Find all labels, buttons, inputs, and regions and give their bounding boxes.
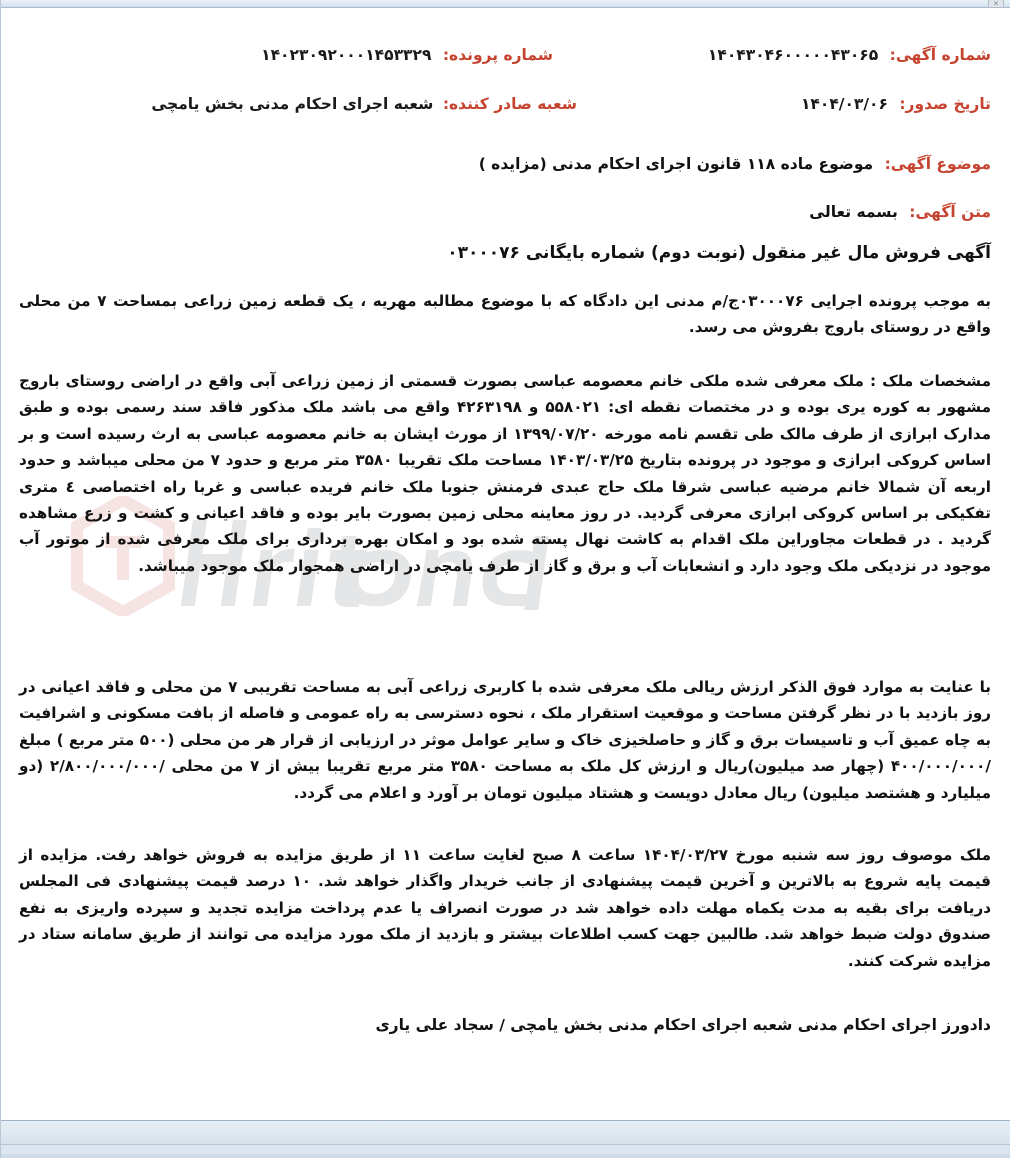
- notice-number-value: ۱۴۰۴۳۰۴۶۰۰۰۰۰۴۳۰۶۵: [707, 46, 879, 64]
- notice-number: [708, 46, 991, 64]
- paragraph-auction-terms: ملک موصوف روز سه شنبه مورخ ۱۴۰۴/۰۳/۲۷ ساعت ۸ صبح لغایت ساعت ۱۱ از طریق مزایده به فروش خواهد رفت. مزایده از قیمت پایه شروع به بالاترین و آخرین قیمت پیشنهادی از جانب خریدار واگذار خواهد شد. ۱۰ درصد قیمت پیشنهادی فی المجلس دریافت برای بقیه به مدت یکماه مهلت داده خواهد شد در صورت انصراف یا عدم پرداخت مزایده تجدید و سپرده واریزی به نفع صندوق دولت ضبط خواهد شد. طالبین جهت کسب اطلاعات بیشتر و بازدید از ملک مورد مزایده می توانند از طریق سامانه ستاد در مزایده شرکت کنند.: [19, 846, 992, 970]
- issue-date-value: ۱۴۰۴/۰۳/۰۶: [800, 95, 888, 113]
- subject-label: موضوع آگهی:: [884, 155, 991, 173]
- notice-text-intro: [809, 203, 991, 221]
- file-number-label: شماره پرونده:: [442, 46, 553, 64]
- issuer-value: شعبه اجرای احکام مدنی بخش یامچی: [151, 95, 434, 113]
- window-bottom-bar: [1, 1120, 1010, 1158]
- notice-number-label: شماره آگهی:: [889, 46, 991, 64]
- horizontal-scrollbar[interactable]: [1, 1144, 1010, 1154]
- notice-title: آگهی فروش مال غیر منقول (نوبت دوم) شماره بایگانی ۰۳۰۰۰۷۶: [447, 243, 991, 263]
- text-label: متن آگهی:: [909, 203, 991, 221]
- signature: دادورز اجرای احکام مدنی شعبه اجرای احکام مدنی بخش یامچی / سجاد علی یاری: [375, 1016, 991, 1034]
- issuer-label: شعبه صادر کننده:: [442, 95, 577, 113]
- paragraph-property-specs: مشخصات ملک : ملک معرفی شده ملکی خانم معصومه عباسی بصورت قسمتی از زمین زراعی آبی واقع در اراضی روستای باروج مشهور به کوره یری بوده و در مختصات نقطه ای: ۵۵۸۰۲۱ و ۴۲۶۳۱۹۸ واقع می باشد ملک مذکور فاقد سند رسمی بوده و طبق مدارک ابرازی از طرف مالک طی تقسم نامه مورخه ۱۳۹۹/۰۷/۲۰ از مورث ایشان به خانم معصومه عباسی به ارث رسیده است و بر اساس کروکی ابرازی و موجود در پرونده بتاریخ ۱۴۰۳/۰۳/۲۵ مساحت ملک تقریبا ۳۵۸۰ متر مربع و حدود ۷ من محلی میباشد و حدود اربعه آن شمالا خانم مرضیه عباسی شرقا ملک حاج عبدی فرمنش جنوبا ملک خانم فریده عباسی و غربا راه اختصاصی ٤ متری تفکیکی بر اساس کروکی ابرازی معرفی گردید. در روز معاینه محلی زمین بصورت بایر بوده و فاقد اعیانی و کشت و زرع مشاهده گردید . در قطعات مجاوراین ملک اقدام به کاشت نهال پسته شده بود و امکان بهره برداری برای ملک معرفی شده از موتور آب موجود در نزدیکی ملک وجود دارد و انشعابات آب و برق و گاز از طرف یامچی در اراضی همجوار ملک موجود میباشد.: [19, 372, 992, 575]
- subject-value: موضوع ماده ۱۱۸ قانون اجرای احکام مدنی (مزایده ): [478, 155, 874, 173]
- issue-date: [801, 95, 991, 113]
- paragraph-intro: به موجب پرونده اجرایی ۰۳۰۰۰۷۶ج/م مدنی این دادگاه که با موضوع مطالبه مهریه ، یک قطعه زمین زراعی بمساحت ۷ من محلی واقع در روستای باروج بفروش می رسد.: [19, 292, 992, 337]
- text-intro-value: بسمه تعالی: [809, 203, 898, 221]
- notice-subject: [479, 155, 991, 173]
- notice-document: [1, 0, 1010, 1120]
- issuer: [151, 95, 577, 113]
- close-icon[interactable]: ✕: [988, 0, 1004, 8]
- issue-date-label: تاریخ صدور:: [899, 95, 991, 113]
- file-number: [261, 46, 553, 64]
- paragraph-valuation: با عنایت به موارد فوق الذکر ارزش ریالی ملک معرفی شده با کاربری زراعی آبی به مساحت تقریبی ۷ من محلی و فاقد اعیانی در روز بازدید با در نظر گرفتن مساحت و موقعیت استقرار ملک ، نحوه دسترسی به راه عمومی و فاصله از بافت مسکونی و اشرافیت به چاه عمیق آب و تاسیسات برق و گاز و حاصلخیزی خاک و سایر عوامل موثر در ارزیابی از قرار هر من محلی (۵۰۰ متر مربع ) مبلغ /۴۰۰/۰۰۰/۰۰۰ (چهار صد میلیون)ریال و ارزش کل ملک به مساحت ۳۵۸۰ متر مربع تقریبا بیش از ۷ من محلی /۲/۸۰۰/۰۰۰/۰۰۰ (دو میلیارد و هشتصد میلیون) ریال معادل دویست و هشتاد میلیون تومان بر آورد و اعلام می گردد.: [19, 678, 992, 802]
- file-number-value: ۱۴۰۲۳۰۹۲۰۰۰۱۴۵۳۳۲۹: [261, 46, 432, 64]
